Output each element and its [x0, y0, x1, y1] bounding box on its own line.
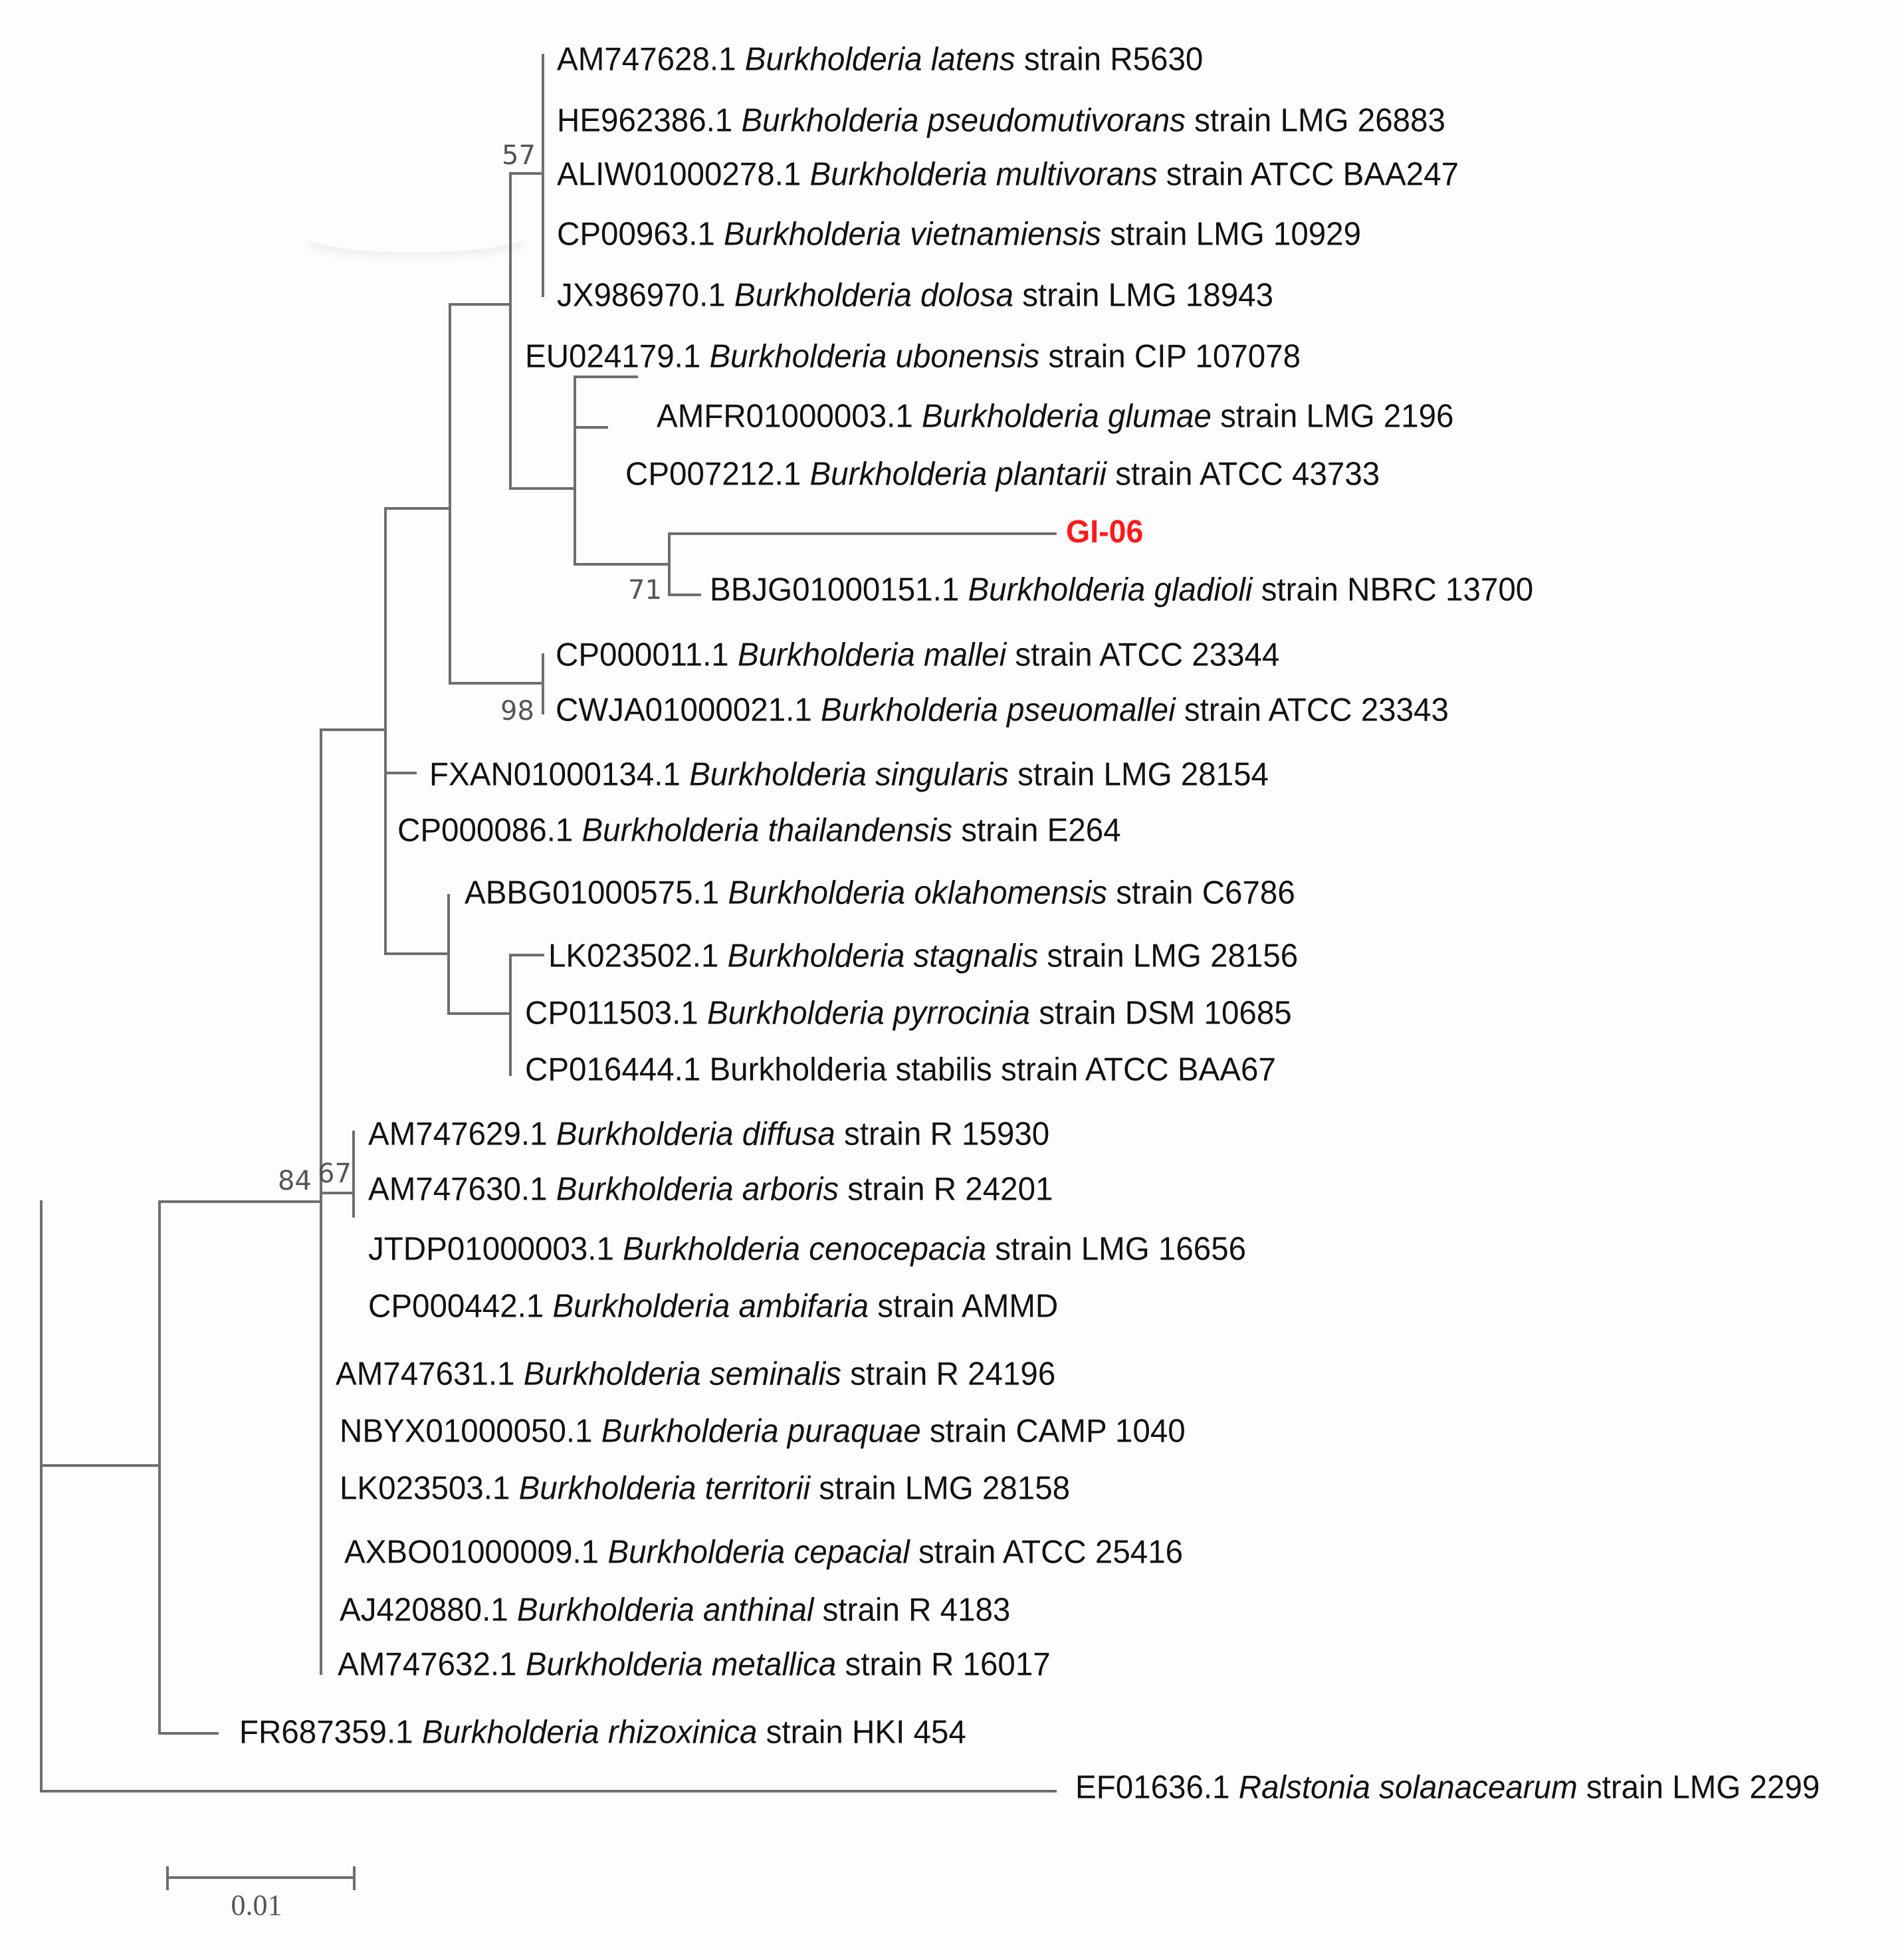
accession-number: AXBO01000009.1	[344, 1534, 608, 1571]
species-name: Burkholderia mallei	[737, 637, 1007, 673]
taxon-label	[340, 1594, 1010, 1627]
taxon-label	[525, 995, 1292, 1032]
accession-number: AM747632.1	[338, 1646, 526, 1683]
species-name: Burkholderia ambifaria	[552, 1288, 869, 1325]
bootstrap-value: 84	[278, 1166, 312, 1196]
strain-designation: strain ATCC 43733	[1106, 456, 1380, 492]
species-name: Burkholderia oklahomensis	[728, 875, 1108, 911]
species-name: Burkholderia cepacial	[607, 1534, 910, 1571]
taxon-label	[239, 1714, 966, 1751]
accession-number: AMFR01000003.1	[657, 398, 922, 435]
accession-number: BBJG01000151.1	[710, 572, 968, 608]
accession-number: CP000086.1	[397, 812, 582, 849]
taxon-label	[368, 1231, 1247, 1267]
accession-number: NBYX01000050.1	[340, 1413, 601, 1450]
taxon-label	[556, 692, 1449, 728]
accession-number: AM747628.1	[557, 41, 745, 78]
taxon-label	[557, 277, 1274, 314]
species-name: Ralstonia solanacearum	[1238, 1769, 1578, 1806]
strain-designation: strain LMG 2299	[1577, 1769, 1820, 1806]
species-name: Burkholderia stabilis	[709, 1051, 992, 1088]
strain-designation: strain ATCC 23343	[1175, 692, 1449, 728]
accession-number: CP000442.1	[368, 1288, 553, 1325]
taxon-label	[338, 1646, 1051, 1683]
strain-designation: strain R 24196	[841, 1356, 1056, 1392]
species-name: Burkholderia dolosa	[734, 277, 1014, 314]
bootstrap-value: 71	[628, 575, 662, 605]
accession-number: EU024179.1	[525, 338, 710, 375]
species-name: Burkholderia glumae	[921, 398, 1212, 435]
accession-number: CP00963.1	[557, 216, 724, 253]
strain-designation: strain LMG 18943	[1013, 277, 1274, 314]
strain-designation: strain C6786	[1107, 875, 1295, 911]
strain-designation: strain LMG 28154	[1008, 756, 1269, 793]
species-name: Burkholderia metallica	[525, 1646, 837, 1683]
species-name: Burkholderia thailandensis	[581, 812, 952, 849]
species-name: Burkholderia seminalis	[523, 1356, 841, 1392]
species-name: Burkholderia multivorans	[809, 156, 1158, 193]
species-name: Burkholderia pseuomallei	[820, 692, 1176, 728]
taxon-label	[657, 398, 1454, 435]
strain-designation: strain ATCC BAA247	[1157, 156, 1459, 193]
species-name: Burkholderia latens	[744, 41, 1015, 78]
accession-number: AM747630.1	[368, 1171, 556, 1208]
accession-number: JX986970.1	[557, 277, 734, 314]
strain-designation: strain R 15930	[835, 1116, 1050, 1152]
taxon-label	[557, 41, 1204, 78]
accession-number: LK023503.1	[340, 1470, 519, 1507]
strain-designation: strain ATCC BAA67	[992, 1051, 1276, 1088]
accession-number: JTDP01000003.1	[368, 1231, 623, 1267]
taxon-label	[710, 574, 1533, 607]
strain-designation: strain LMG 26883	[1185, 102, 1445, 139]
strain-designation: strain LMG 28156	[1038, 938, 1299, 974]
taxon-label	[368, 1171, 1053, 1208]
taxon-label	[557, 216, 1362, 253]
species-name: Burkholderia puraquae	[601, 1413, 921, 1450]
strain-designation: strain LMG 16656	[986, 1231, 1247, 1267]
accession-number: CWJA01000021.1	[556, 692, 821, 728]
taxon-label	[625, 456, 1380, 492]
taxon-label	[557, 156, 1459, 193]
species-name: Burkholderia arboris	[556, 1171, 839, 1208]
strain-designation: strain LMG 28158	[810, 1470, 1071, 1507]
species-name: Burkholderia cenocepacia	[623, 1231, 987, 1267]
strain-designation: strain CAMP 1040	[920, 1413, 1186, 1450]
species-name: Burkholderia gladioli	[968, 572, 1253, 608]
species-name: Burkholderia vietnamiensis	[724, 216, 1102, 253]
strain-designation: strain AMMD	[869, 1288, 1059, 1325]
species-name: Burkholderia plantarii	[809, 456, 1107, 492]
taxon-label	[525, 1051, 1276, 1088]
taxon-label	[465, 877, 1295, 910]
species-name: Burkholderia rhizoxinica	[421, 1714, 758, 1751]
accession-number: CP007212.1	[625, 456, 810, 492]
taxon-label	[556, 639, 1279, 672]
accession-number: AM747631.1	[336, 1356, 524, 1392]
strain-designation: strain NBRC 13700	[1252, 572, 1534, 608]
accession-number: FR687359.1	[239, 1714, 422, 1751]
accession-number: ALIW01000278.1	[557, 156, 810, 193]
taxon-label	[340, 1470, 1071, 1507]
taxon-label	[397, 812, 1121, 849]
taxon-label	[368, 1116, 1050, 1152]
species-name: Burkholderia ubonensis	[709, 338, 1040, 375]
species-name: Burkholderia pseudomutivorans	[741, 102, 1186, 139]
taxon-label	[548, 940, 1298, 973]
bootstrap-value: 67	[318, 1158, 352, 1189]
taxon-label	[368, 1288, 1059, 1325]
scale-bar-label: 0.01	[231, 1889, 282, 1921]
taxon-label	[1075, 1769, 1820, 1806]
taxon-label	[344, 1534, 1184, 1571]
accession-number: ABBG01000575.1	[465, 875, 728, 911]
accession-number: CP000011.1	[556, 637, 738, 673]
taxon-label	[525, 338, 1301, 375]
bootstrap-value: 57	[502, 140, 536, 171]
taxon-label	[336, 1356, 1056, 1392]
accession-number: AM747629.1	[368, 1116, 556, 1152]
accession-number: CP016444.1	[525, 1051, 710, 1088]
strain-designation: strain R 16017	[836, 1646, 1051, 1683]
strain-designation: strain ATCC 25416	[909, 1534, 1184, 1571]
strain-designation: strain LMG 10929	[1101, 216, 1362, 253]
accession-number: CP011503.1	[525, 995, 707, 1032]
strain-designation: strain DSM 10685	[1030, 995, 1292, 1032]
taxon-label-query-isolate: GI-06	[1066, 514, 1144, 550]
accession-number: HE962386.1	[557, 102, 742, 139]
accession-number: FXAN01000134.1	[429, 756, 690, 793]
species-name: Burkholderia singularis	[689, 756, 1009, 793]
taxon-label	[429, 756, 1269, 793]
strain-designation: strain LMG 2196	[1211, 398, 1454, 435]
species-name: Burkholderia stagnalis	[727, 938, 1039, 974]
strain-designation: strain E264	[952, 812, 1121, 849]
accession-number: LK023502.1	[548, 938, 728, 974]
species-name: Burkholderia territorii	[518, 1470, 811, 1507]
taxon-label	[557, 102, 1445, 139]
species-name: Burkholderia diffusa	[556, 1116, 835, 1152]
strain-designation: strain R 4183	[813, 1592, 1011, 1628]
strain-designation: strain CIP 107078	[1039, 338, 1301, 375]
taxon-label	[340, 1413, 1186, 1450]
strain-designation: strain ATCC 23344	[1006, 637, 1280, 673]
species-name: Burkholderia pyrrocinia	[706, 995, 1031, 1032]
strain-designation: strain R 24201	[839, 1171, 1053, 1208]
accession-number: AJ420880.1	[340, 1592, 517, 1628]
bootstrap-value: 98	[500, 696, 534, 726]
strain-designation: strain HKI 454	[757, 1714, 966, 1751]
strain-designation: strain R5630	[1015, 41, 1204, 78]
species-name: Burkholderia anthinal	[516, 1592, 814, 1628]
accession-number: EF01636.1	[1075, 1769, 1239, 1806]
